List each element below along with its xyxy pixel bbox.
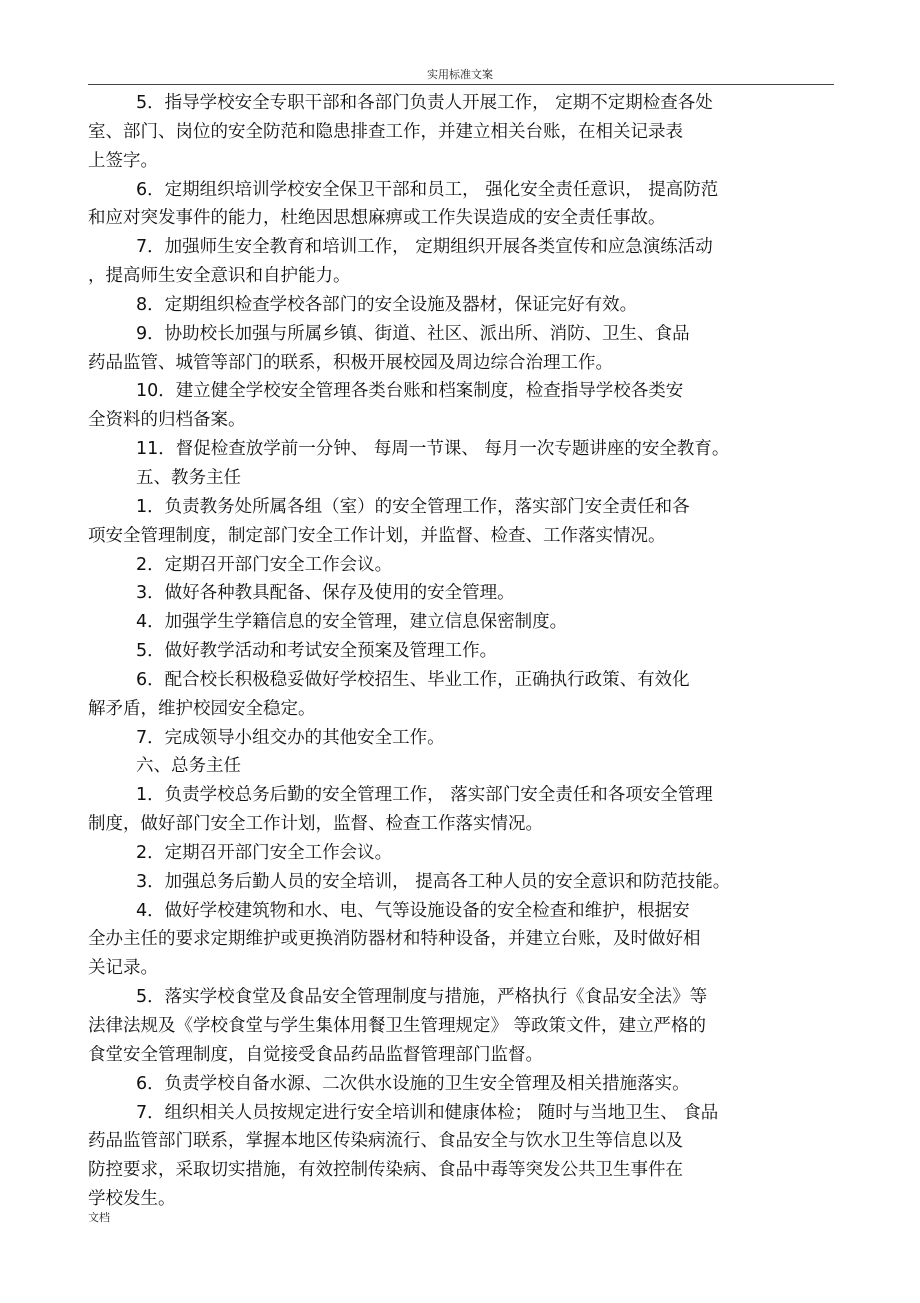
text-line: 法律法规及《学校食堂与学生集体用餐卫生管理规定》 等政策文件，建立严格的: [88, 1016, 707, 1036]
text-line: 五、教务主任: [136, 467, 241, 488]
text-line: 项安全管理制度，制定部门安全工作计划，并监督、检查、工作落实情况。: [88, 525, 666, 546]
text-line: 8．定期组织检查学校各部门的安全设施及器材，保证完好有效。: [136, 294, 638, 315]
text-line: ，提高师生安全意识和自护能力。: [88, 266, 351, 287]
text-line: 2．定期召开部门安全工作会议。: [136, 554, 393, 575]
text-line: 11．督促检查放学前一分钟、 每周一节课、 每月一次专题讲座的安全教育。: [136, 439, 730, 460]
page-footer-label: 文档: [88, 1211, 110, 1224]
text-line: 室、部门、岗位的安全防范和隐患排查工作，并建立相关台账，在相关记录表: [88, 121, 683, 142]
text-line: 3．加强总务后勤人员的安全培训， 提高各工种人员的安全意识和防范技能。: [136, 871, 731, 892]
text-line: 六、总务主任: [136, 756, 241, 777]
text-line: 9．协助校长加强与所属乡镇、街道、社区、派出所、消防、卫生、食品: [136, 323, 690, 344]
text-line: 7．加强师生安全教育和培训工作， 定期组织开展各类宣传和应急演练活动: [136, 237, 713, 258]
text-line: 食堂安全管理制度，自觉接受食品药品监督管理部门监督。: [88, 1044, 543, 1065]
text-line: 药品监管、城管等部门的联系，积极开展校园及周边综合治理工作。: [88, 352, 613, 373]
text-line: 上签字。: [88, 150, 158, 171]
text-line: 关记录。: [88, 958, 158, 979]
text-line: 7．完成领导小组交办的其他安全工作。: [136, 727, 445, 748]
text-line: 4．做好学校建筑物和水、电、气等设施设备的安全检查和维护，根据安: [136, 900, 690, 921]
text-line: 3．做好各种教具配备、保存及使用的安全管理。: [136, 583, 515, 604]
text-line: 全资料的归档备案。: [88, 410, 246, 431]
text-line: 6．负责学校自备水源、二次供水设施的卫生安全管理及相关措施落实。: [136, 1073, 690, 1094]
text-line: 和应对突发事件的能力，杜绝因思想麻痹或工作失误造成的安全责任事故。: [88, 208, 666, 229]
text-line: 5．做好教学活动和考试安全预案及管理工作。: [136, 641, 498, 662]
text-line: 解矛盾，维护校园安全稳定。: [88, 698, 316, 719]
page-header-title: 实用标准文案: [427, 68, 493, 81]
text-line: 7．组织相关人员按规定进行安全培训和健康体检； 随时与当地卫生、 食品: [136, 1102, 719, 1123]
text-line: 1．负责学校总务后勤的安全管理工作， 落实部门安全责任和各项安全管理: [136, 785, 713, 806]
text-line: 4．加强学生学籍信息的安全管理，建立信息保密制度。: [136, 612, 568, 633]
text-line: 制度，做好部门安全工作计划，监督、检查工作落实情况。: [88, 814, 543, 835]
text-line: 2．定期召开部门安全工作会议。: [136, 842, 393, 863]
text-line: 防控要求，采取切实措施，有效控制传染病、食品中毒等突发公共卫生事件在: [88, 1160, 683, 1181]
text-line: 全办主任的要求定期维护或更换消防器材和特种设备，并建立台账，及时做好相: [88, 929, 701, 950]
text-line: 5．落实学校食堂及食品安全管理制度与措施，严格执行《食品安全法》等: [136, 987, 708, 1008]
header-divider: [88, 84, 834, 85]
text-line: 10．建立健全学校安全管理各类台账和档案制度，检查指导学校各类安: [136, 381, 684, 402]
text-line: 6．定期组织培训学校安全保卫干部和员工， 强化安全责任意识， 提高防范: [136, 179, 719, 200]
document-body: [88, 89, 828, 1214]
text-line: 学校发生。: [88, 1189, 176, 1210]
text-line: 1．负责教务处所属各组（室）的安全管理工作，落实部门安全责任和各: [136, 496, 690, 517]
text-line: 5．指导学校安全专职干部和各部门负责人开展工作， 定期不定期检查各处: [136, 93, 713, 113]
text-line: 6．配合校长积极稳妥做好学校招生、毕业工作，正确执行政策、有效化: [136, 669, 690, 690]
text-line: 药品监管部门联系，掌握本地区传染病流行、食品安全与饮水卫生等信息以及: [88, 1131, 683, 1152]
